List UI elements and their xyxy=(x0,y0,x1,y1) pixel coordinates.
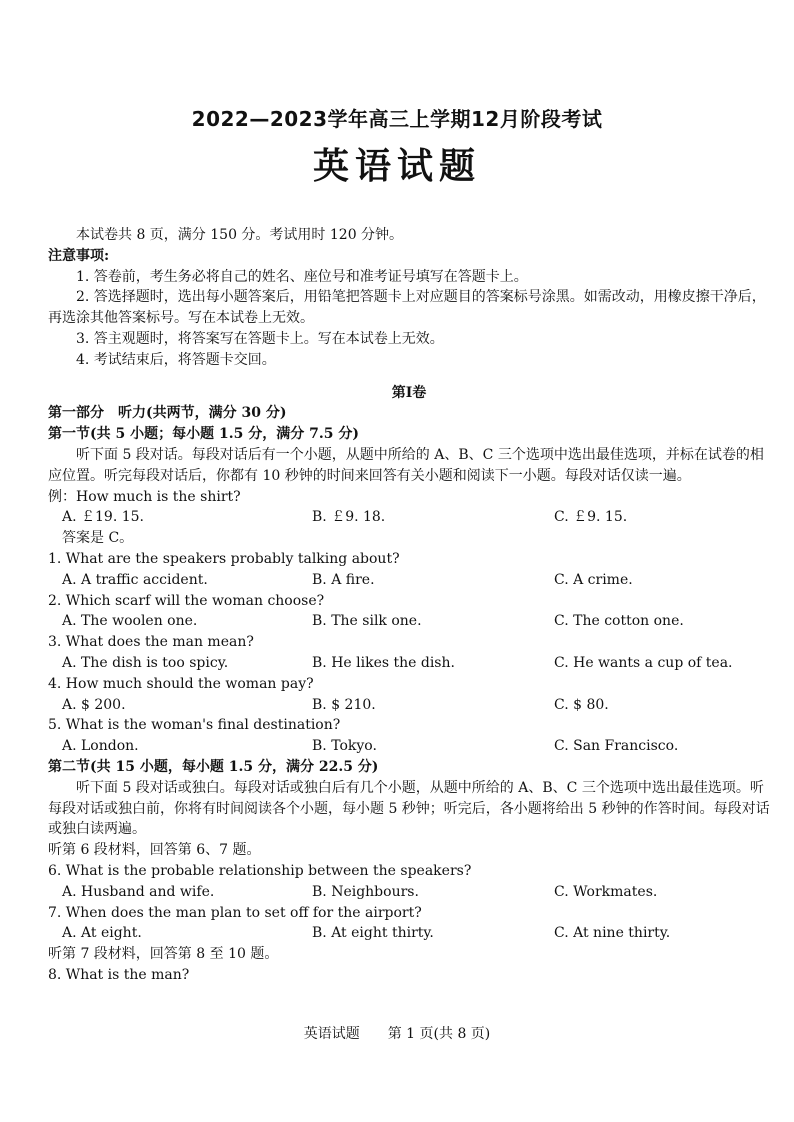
exam-title: 2022—2023学年高三上学期12月阶段考试 xyxy=(191,107,603,131)
question-6: 6. What is the probable relationship between the speakers? xyxy=(48,862,472,879)
footer-subject: 英语试题 xyxy=(303,1026,360,1042)
option-b: B. He likes the dish. xyxy=(312,654,455,671)
option-b: B. ￡9. 18. xyxy=(312,509,386,526)
option-c: C. $ 80. xyxy=(554,696,609,713)
question-1: 1. What are the speakers probably talking about? xyxy=(48,550,400,567)
section1-instructions: 听下面 5 段对话。每段对话后有一个小题，从题中所给的 A、B、C 三个选项中选出最佳选项，并标在试卷的相应位置。听完每段对话后，你都有 10 秒钟的时间来回答有关小题和阅读下一小题。每段对话仅读一遍。 xyxy=(48,446,764,484)
page-footer xyxy=(0,1023,794,1043)
option-a: A. Husband and wife. xyxy=(62,883,215,900)
option-c: C. At nine thirty. xyxy=(554,925,671,942)
question-1-options xyxy=(48,570,770,591)
option-a: A. At eight. xyxy=(62,925,142,942)
question-4: 4. How much should the woman pay? xyxy=(48,675,314,692)
option-b: B. At eight thirty. xyxy=(312,925,434,942)
option-a: A. $ 200. xyxy=(62,696,126,713)
option-c: C. The cotton one. xyxy=(554,613,684,630)
option-b: B. A fire. xyxy=(312,571,375,588)
question-7: 7. When does the man plan to set off for the airport? xyxy=(48,904,422,921)
material-7-label: 听第 7 段材料，回答第 8 至 10 题。 xyxy=(48,946,279,963)
question-3-options xyxy=(48,653,770,674)
question-2: 2. Which scarf will the woman choose? xyxy=(48,592,325,609)
note-item-1: 1. 答卷前，考生务必将自己的姓名、座位号和准考证号填写在答题卡上。 xyxy=(76,268,528,285)
question-5: 5. What is the woman's final destination? xyxy=(48,717,341,734)
part1-heading: 第一部分 听力(共两节，满分 30 分) xyxy=(48,405,287,422)
note-item-4: 4. 考试结束后，将答题卡交回。 xyxy=(76,351,276,368)
option-c: C. San Francisco. xyxy=(554,738,679,755)
option-a: A. The dish is too spicy. xyxy=(62,654,229,671)
option-a: A. ￡19. 15. xyxy=(62,509,144,526)
option-a: A. The woolen one. xyxy=(62,613,198,630)
example-question: 例：How much is the shirt? xyxy=(48,488,241,505)
question-3: 3. What does the man mean? xyxy=(48,634,254,651)
option-c: C. A crime. xyxy=(554,571,633,588)
example-options xyxy=(48,507,770,528)
section2-instructions: 听下面 5 段对话或独白。每段对话或独白后有几个小题，从题中所给的 A、B、C 三个选项中选出最佳选项。听每段对话或独白前，你将有时间阅读各个小题，每小题 5 秒钟；听完后，各小题将给出 5 秒钟的作答时间。每段对话或独白读两遍。 xyxy=(48,779,770,838)
section2-heading: 第二节(共 15 小题，每小题 1.5 分，满分 22.5 分) xyxy=(48,758,379,775)
note-item-3: 3. 答主观题时，将答案写在答题卡上。写在本试卷上无效。 xyxy=(76,330,444,347)
exam-content xyxy=(48,225,770,986)
option-c: C. He wants a cup of tea. xyxy=(554,654,733,671)
question-2-options xyxy=(48,611,770,632)
notes-heading: 注意事项: xyxy=(48,247,110,264)
intro-text: 本试卷共 8 页，满分 150 分。考试用时 120 分钟。 xyxy=(76,227,404,243)
section1-heading: 第一节(共 5 小题；每小题 1.5 分，满分 7.5 分) xyxy=(48,426,359,443)
option-b: B. $ 210. xyxy=(312,696,376,713)
subject-title: 英语试题 xyxy=(312,146,481,187)
question-7-options xyxy=(48,923,770,944)
volume-label: 第Ⅰ卷 xyxy=(391,384,427,401)
option-a: A. A traffic accident. xyxy=(62,571,208,588)
option-b: B. Neighbours. xyxy=(312,883,419,900)
option-c: C. ￡9. 15. xyxy=(554,509,628,526)
example-answer: 答案是 C。 xyxy=(62,530,134,547)
option-c: C. Workmates. xyxy=(554,883,658,900)
option-b: B. The silk one. xyxy=(312,613,422,630)
note-item-2: 2. 答选择题时，选出每小题答案后，用铅笔把答题卡上对应题目的答案标号涂黑。如需改动，用橡皮擦干净后，再选涂其他答案标号。写在本试卷上无效。 xyxy=(48,289,766,327)
option-b: B. Tokyo. xyxy=(312,738,377,755)
material-6-label: 听第 6 段材料，回答第 6、7 题。 xyxy=(48,842,261,859)
question-6-options xyxy=(48,882,770,903)
question-8: 8. What is the man? xyxy=(48,966,190,983)
question-4-options xyxy=(48,695,770,716)
option-a: A. London. xyxy=(62,738,139,755)
question-5-options xyxy=(48,736,770,757)
footer-page-number: 第 1 页(共 8 页) xyxy=(387,1026,491,1042)
